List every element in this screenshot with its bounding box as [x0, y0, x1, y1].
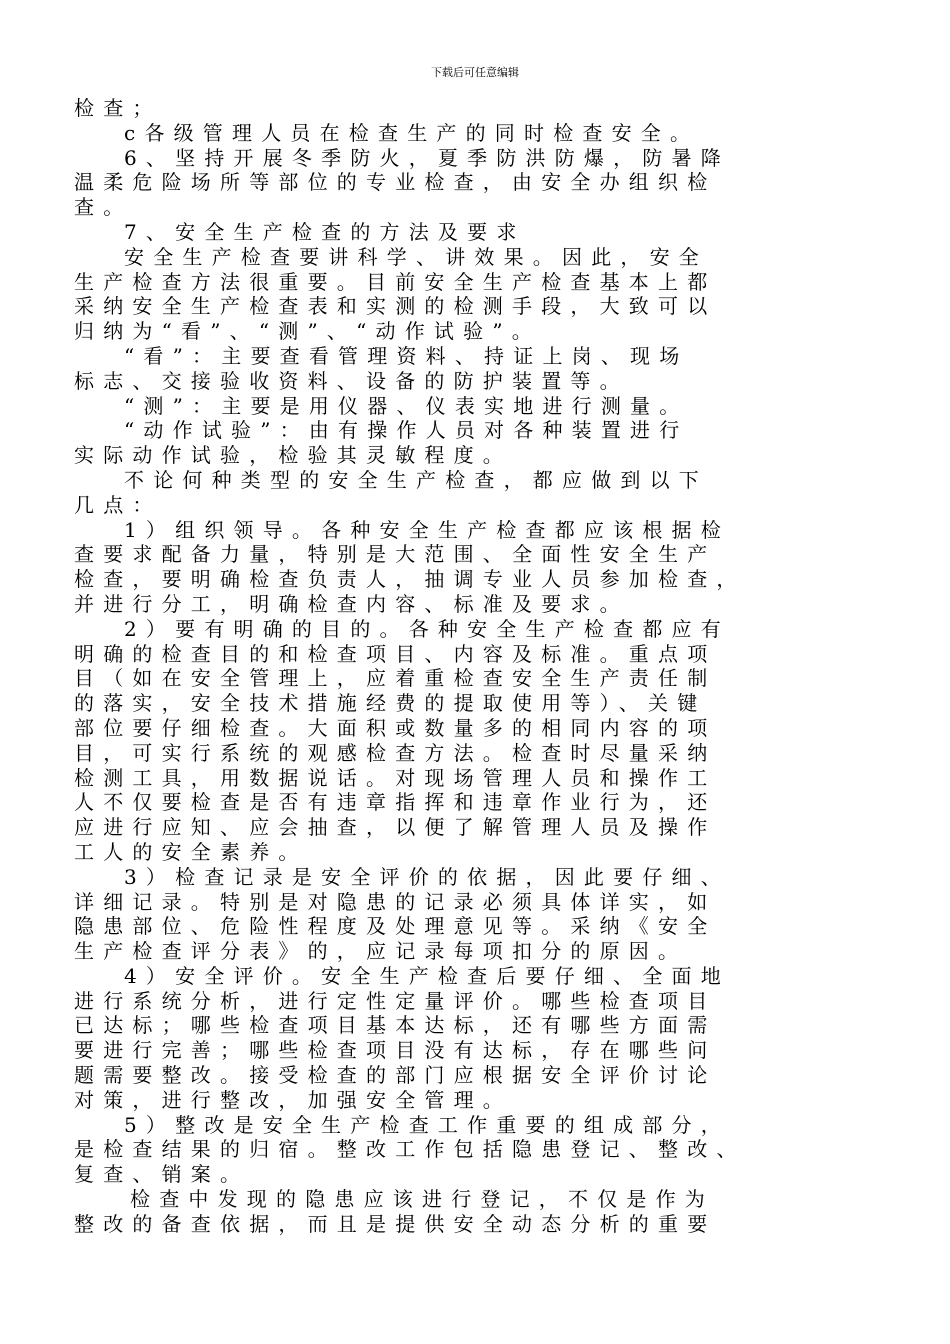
page-header: 下载后可任意编辑 [431, 66, 519, 79]
text-line: 明确的检查目的和检查项目、内容及标准。重点项 [74, 641, 717, 666]
text-line: “看”：主要查看管理资料、持证上岗、现场 [124, 343, 689, 368]
text-line: c各级管理人员在检查生产的同时检查安全。 [124, 120, 700, 145]
text-line: 并进行分工，明确检查内容、标准及要求。 [74, 591, 629, 616]
text-line: 题需要整改。接受检查的部门应根据安全评价讨论 [74, 1063, 717, 1088]
text-line: 安全生产检查要讲科学、讲效果。因此，安全 [124, 244, 708, 269]
text-line: 人不仅要检查是否有违章指挥和违章作业行为，还 [74, 790, 717, 815]
text-line: 检查； [74, 96, 162, 120]
text-line: 工人的安全素养。 [74, 839, 308, 864]
text-line: 采纳安全生产检查表和实测的检测手段，大致可以 [74, 294, 717, 319]
text-line: 几点： [74, 492, 162, 517]
text-line: 4）安全评价。安全生产检查后要仔细、全面地 [124, 963, 730, 988]
text-line: 隐患部位、危险性程度及处理意见等。采纳《安全 [74, 914, 717, 939]
text-line: 不论何种类型的安全生产检查，都应做到以下 [124, 467, 708, 492]
text-line: 5）整改是安全生产检查工作重要的组成部分， [124, 1112, 730, 1137]
text-line: 的落实，安全技术措施经费的提取使用等）、关键 [74, 691, 707, 716]
text-line: 标志、交接验收资料、设备的防护装置等。 [74, 368, 629, 393]
document-body [74, 96, 814, 1237]
text-line: 温柔危险场所等部位的专业检查，由安全办组织检 [74, 170, 717, 195]
text-line: 详细记录。特别是对隐患的记录必须具体详实，如 [74, 889, 717, 914]
text-line: 7、安全生产检查的方法及要求 [124, 219, 526, 244]
text-line: “动作试验”：由有操作人员对各种装置进行 [124, 418, 689, 443]
text-line: 2）要有明确的目的。各种安全生产检查都应有 [124, 616, 730, 641]
text-line: “测”：主要是用仪器、仪表实地进行测量。 [124, 393, 689, 418]
text-line: 目，可实行系统的观感检查方法。检查时尽量采纳 [74, 740, 717, 765]
text-line: 生产检查方法很重要。目前安全生产检查基本上都 [74, 269, 717, 294]
text-line: 6、坚持开展冬季防火，夏季防洪防爆，防暑降 [124, 145, 730, 170]
text-line: 查要求配备力量，特别是大范围、全面性安全生产 [74, 542, 717, 567]
text-line: 要进行完善；哪些检查项目没有达标，存在哪些问 [74, 1038, 717, 1063]
text-line: 整改的备查依据，而且是提供安全动态分析的重要 [74, 1211, 717, 1236]
text-line: 3）检查记录是安全评价的依据，因此要仔细、 [124, 864, 730, 889]
text-line: 生产检查评分表》的，应记录每项扣分的原因。 [74, 939, 688, 964]
text-line: 检查，要明确检查负责人，抽调专业人员参加检查， [74, 567, 746, 592]
text-line: 是检查结果的归宿。整改工作包括隐患登记、整改、 [74, 1137, 746, 1162]
text-line: 实际动作试验，检验其灵敏程度。 [74, 443, 512, 468]
text-line: 查。 [74, 195, 133, 220]
text-line: 归纳为“看”、“测”、“动作试验”。 [74, 319, 541, 344]
text-line: 1）组织领导。各种安全生产检查都应该根据检 [124, 517, 730, 542]
text-line: 部位要仔细检查。大面积或数量多的相同内容的项 [74, 715, 717, 740]
text-line: 应进行应知、应会抽查，以便了解管理人员及操作 [74, 815, 717, 840]
text-line: 已达标；哪些检查项目基本达标，还有哪些方面需 [74, 1013, 717, 1038]
text-line: 对策，进行整改，加强安全管理。 [74, 1087, 512, 1112]
text-line: 目（如在安全管理上，应着重检查安全生产责任制 [74, 666, 717, 691]
text-line: 进行系统分析，进行定性定量评价。哪些检查项目 [74, 988, 717, 1013]
text-line: 复查、销案。 [74, 1162, 250, 1187]
text-line: 检测工具，用数据说话。对现场管理人员和操作工 [74, 765, 717, 790]
text-line: 检查中发现的隐患应该进行登记，不仅是作为 [130, 1187, 714, 1212]
